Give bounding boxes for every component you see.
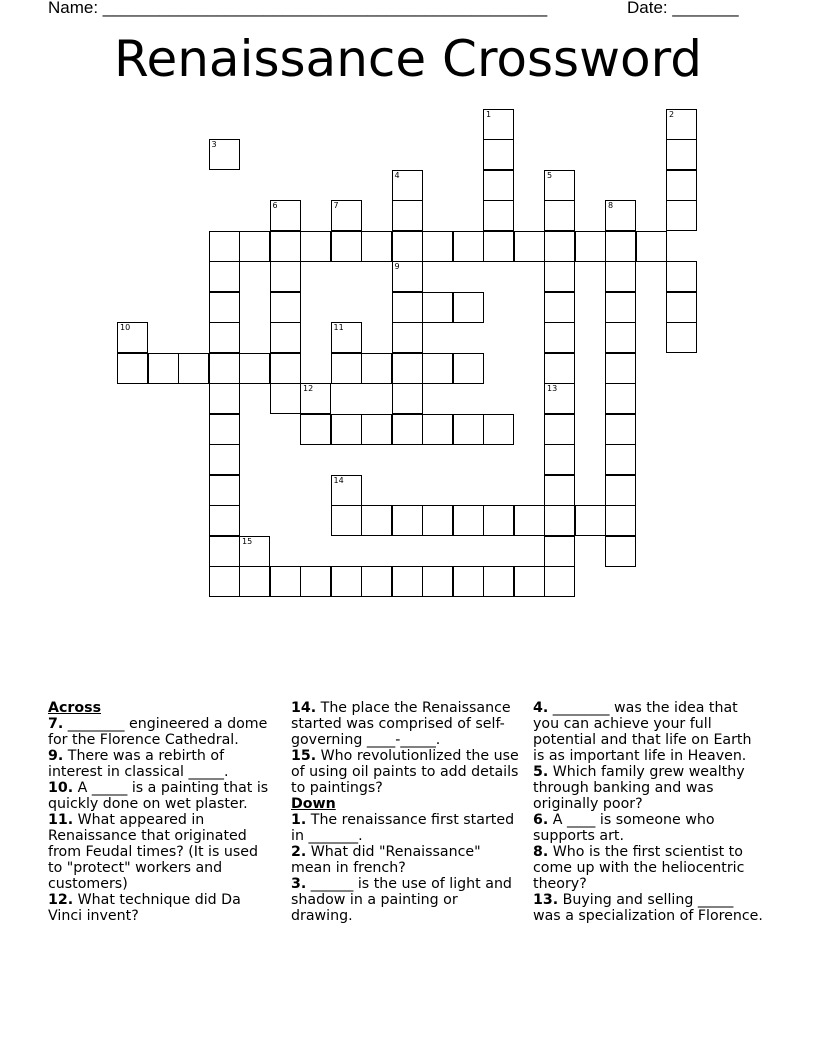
- grid-cell[interactable]: [331, 322, 362, 353]
- grid-cell[interactable]: [209, 383, 240, 414]
- clues-column-3: [533, 700, 765, 924]
- clue-number: 1.: [291, 812, 307, 828]
- grid-cell[interactable]: [209, 566, 240, 597]
- clue-number: 11: [333, 323, 344, 332]
- grid-cell[interactable]: [605, 200, 636, 231]
- name-field-label: Name: _______________________________________________: [48, 0, 548, 17]
- clue-text: ______ is the use of light and shadow in a painting or drawing.: [291, 876, 512, 924]
- grid-cell[interactable]: [331, 200, 362, 231]
- grid-cell[interactable]: [544, 353, 575, 384]
- grid-cell[interactable]: [666, 139, 697, 170]
- grid-cell[interactable]: [270, 231, 301, 262]
- grid-cell[interactable]: [666, 170, 697, 201]
- grid-cell[interactable]: [392, 200, 423, 231]
- clue-number: 3: [211, 140, 217, 149]
- grid-cell[interactable]: [605, 444, 636, 475]
- grid-cell[interactable]: [544, 200, 575, 231]
- clue-text: What appeared in Renaissance that originated from Feudal times? (It is used to "protect" workers and customers): [48, 812, 259, 892]
- grid-cell[interactable]: [209, 139, 240, 170]
- grid-cell[interactable]: [361, 414, 392, 445]
- grid-cell[interactable]: [392, 261, 423, 292]
- grid-cell[interactable]: [666, 292, 697, 323]
- clue-text: The place the Renaissance started was comprised of self-governing ____-_____.: [291, 700, 511, 748]
- clue-number: 4: [394, 170, 400, 180]
- grid-cell[interactable]: [209, 414, 240, 445]
- clue-number: 1: [486, 109, 492, 119]
- clue-number: 6.: [533, 812, 549, 828]
- clue-number: 14: [333, 475, 344, 485]
- grid-cell[interactable]: [605, 292, 636, 323]
- grid-cell[interactable]: [483, 139, 514, 170]
- grid-cell[interactable]: [422, 566, 453, 597]
- down-clue: [533, 812, 765, 844]
- grid-cell[interactable]: [270, 292, 301, 323]
- grid-cell[interactable]: [544, 505, 575, 536]
- clue-text: What technique did Da Vinci invent?: [48, 892, 241, 924]
- grid-cell[interactable]: [331, 414, 362, 445]
- grid-cell[interactable]: [209, 475, 240, 506]
- grid-cell[interactable]: [483, 414, 514, 445]
- across-clue: [48, 780, 276, 812]
- clue-number: 7.: [48, 716, 64, 732]
- grid-cell[interactable]: [544, 170, 575, 201]
- grid-cell[interactable]: [392, 322, 423, 353]
- grid-cell[interactable]: [117, 353, 148, 384]
- grid-cell[interactable]: [270, 383, 301, 414]
- grid-cell[interactable]: [300, 414, 331, 445]
- clue-text: ________ was the idea that you can achieve your full potential and that life on Earth is as important life in Heaven.: [533, 700, 752, 764]
- grid-cell[interactable]: [361, 566, 392, 597]
- grid-cell[interactable]: [575, 505, 606, 536]
- grid-cell[interactable]: [453, 566, 484, 597]
- down-heading: Down: [291, 796, 336, 812]
- grid-cell[interactable]: [666, 200, 697, 231]
- grid-cell[interactable]: [514, 231, 545, 262]
- down-clue: [291, 812, 519, 844]
- grid-cell[interactable]: [453, 353, 484, 384]
- clue-text: Which family grew wealthy through banking and was originally poor?: [533, 764, 745, 812]
- across-clue-list-continued: [291, 700, 519, 796]
- grid-cell[interactable]: [392, 353, 423, 384]
- grid-cell[interactable]: [270, 200, 301, 231]
- clue-number: 9.: [48, 748, 64, 764]
- grid-cell[interactable]: [605, 322, 636, 353]
- grid-cell[interactable]: [544, 292, 575, 323]
- grid-cell[interactable]: [605, 261, 636, 292]
- clue-text: The renaissance first started in _______.: [291, 812, 515, 844]
- grid-cell[interactable]: [392, 231, 423, 262]
- clue-number: 10.: [48, 780, 74, 796]
- grid-cell[interactable]: [300, 566, 331, 597]
- grid-cell[interactable]: [331, 475, 362, 506]
- grid-cell[interactable]: [239, 231, 270, 262]
- grid-cell[interactable]: [361, 231, 392, 262]
- down-clue-list: [291, 812, 519, 924]
- down-clue: [533, 700, 765, 764]
- clue-text: A ____ is someone who supports art.: [533, 812, 715, 844]
- clue-text: Who is the first scientist to come up with the heliocentric theory?: [533, 844, 745, 892]
- grid-cell[interactable]: [392, 414, 423, 445]
- clue-number: 10: [120, 323, 131, 332]
- grid-cell[interactable]: [422, 231, 453, 262]
- down-clue: [291, 876, 519, 924]
- grid-cell[interactable]: [483, 505, 514, 536]
- grid-cell[interactable]: [544, 231, 575, 262]
- clue-number: 9: [394, 262, 400, 271]
- grid-cell[interactable]: [422, 505, 453, 536]
- grid-cell[interactable]: [148, 353, 179, 384]
- grid-cell[interactable]: [209, 505, 240, 536]
- clue-text: What did "Renaissance" mean in french?: [291, 844, 481, 876]
- grid-cell[interactable]: [331, 505, 362, 536]
- grid-cell[interactable]: [483, 566, 514, 597]
- clue-number: 13.: [533, 892, 559, 908]
- clue-number: 5: [547, 170, 553, 180]
- grid-cell[interactable]: [270, 322, 301, 353]
- clue-number: 11.: [48, 812, 74, 828]
- down-clue: [291, 844, 519, 876]
- clue-text: A _____ is a painting that is quickly done on wet plaster.: [48, 780, 269, 812]
- grid-cell[interactable]: [514, 566, 545, 597]
- across-heading: Across: [48, 700, 102, 716]
- clue-text: Who revolutionlized the use of using oil paints to add details to paintings?: [291, 748, 519, 796]
- clue-number: 3.: [291, 876, 307, 892]
- grid-cell[interactable]: [178, 353, 209, 384]
- grid-cell[interactable]: [331, 231, 362, 262]
- clue-number: 14.: [291, 700, 317, 716]
- clue-number: 8.: [533, 844, 549, 860]
- grid-cell[interactable]: [331, 566, 362, 597]
- grid-cell[interactable]: [483, 170, 514, 201]
- grid-cell[interactable]: [331, 353, 362, 384]
- grid-cell[interactable]: [209, 261, 240, 292]
- grid-cell[interactable]: [209, 536, 240, 567]
- across-clue: [48, 892, 276, 924]
- clue-number: 7: [333, 201, 339, 210]
- clue-text: Buying and selling _____ was a specialization of Florence.: [533, 892, 763, 924]
- grid-cell[interactable]: [422, 292, 453, 323]
- grid-cell[interactable]: [605, 536, 636, 567]
- grid-cell[interactable]: [483, 231, 514, 262]
- clues-column-2: [291, 700, 519, 924]
- grid-cell[interactable]: [209, 231, 240, 262]
- clue-number: 13: [547, 384, 558, 393]
- down-clue: [533, 844, 765, 892]
- grid-cell[interactable]: [575, 231, 606, 262]
- grid-cell[interactable]: [544, 536, 575, 567]
- grid-cell[interactable]: [666, 261, 697, 292]
- grid-cell[interactable]: [117, 322, 148, 353]
- grid-cell[interactable]: [209, 444, 240, 475]
- clue-number: 4.: [533, 700, 549, 716]
- grid-cell[interactable]: [392, 170, 423, 201]
- grid-cell[interactable]: [239, 566, 270, 597]
- grid-cell[interactable]: [544, 261, 575, 292]
- grid-cell[interactable]: [605, 383, 636, 414]
- grid-cell[interactable]: [666, 109, 697, 140]
- grid-cell[interactable]: [544, 383, 575, 414]
- grid-cell[interactable]: [422, 353, 453, 384]
- across-clue-list: [48, 716, 276, 924]
- across-clue: [291, 748, 519, 796]
- across-clue: [48, 748, 276, 780]
- clue-number: 8: [608, 201, 614, 210]
- grid-cell[interactable]: [300, 231, 331, 262]
- grid-cell[interactable]: [544, 566, 575, 597]
- grid-cell[interactable]: [453, 292, 484, 323]
- grid-cell[interactable]: [544, 475, 575, 506]
- grid-cell[interactable]: [453, 231, 484, 262]
- grid-cell[interactable]: [453, 505, 484, 536]
- grid-cell[interactable]: [514, 505, 545, 536]
- clue-number: 5.: [533, 764, 549, 780]
- grid-cell[interactable]: [270, 566, 301, 597]
- down-clue: [533, 892, 765, 924]
- grid-cell[interactable]: [392, 566, 423, 597]
- clue-number: 12: [303, 384, 314, 393]
- across-clue: [291, 700, 519, 748]
- grid-cell[interactable]: [636, 231, 667, 262]
- date-field-label: Date: _______: [627, 0, 739, 17]
- grid-cell[interactable]: [483, 109, 514, 140]
- grid-cell[interactable]: [605, 505, 636, 536]
- clue-number: 15: [242, 536, 253, 546]
- grid-cell[interactable]: [392, 505, 423, 536]
- across-clue: [48, 812, 276, 892]
- clue-number: 6: [272, 201, 278, 210]
- grid-cell[interactable]: [270, 261, 301, 292]
- clues-column-1: [48, 700, 276, 924]
- grid-cell[interactable]: [605, 475, 636, 506]
- grid-cell[interactable]: [422, 414, 453, 445]
- grid-cell[interactable]: [453, 414, 484, 445]
- across-clue: [48, 716, 276, 748]
- grid-cell[interactable]: [361, 505, 392, 536]
- grid-cell[interactable]: [361, 353, 392, 384]
- grid-cell[interactable]: [300, 383, 331, 414]
- clue-text: There was a rebirth of interest in classical _____.: [48, 748, 229, 780]
- clue-number: 12.: [48, 892, 74, 908]
- page-title: Renaissance Crossword: [113, 30, 702, 88]
- clue-number: 2: [669, 109, 675, 119]
- grid-cell[interactable]: [209, 292, 240, 323]
- down-clue-list-continued: [533, 700, 765, 924]
- grid-cell[interactable]: [544, 444, 575, 475]
- clue-number: 15.: [291, 748, 317, 764]
- grid-cell[interactable]: [209, 322, 240, 353]
- grid-cell[interactable]: [270, 353, 301, 384]
- grid-cell[interactable]: [392, 383, 423, 414]
- grid-cell[interactable]: [209, 353, 240, 384]
- grid-cell[interactable]: [605, 353, 636, 384]
- grid-cell[interactable]: [544, 414, 575, 445]
- grid-cell[interactable]: [605, 231, 636, 262]
- grid-cell[interactable]: [239, 536, 270, 567]
- clue-number: 2.: [291, 844, 307, 860]
- grid-cell[interactable]: [605, 414, 636, 445]
- grid-cell[interactable]: [483, 200, 514, 231]
- grid-cell[interactable]: [239, 353, 270, 384]
- grid-cell[interactable]: [392, 292, 423, 323]
- down-clue: [533, 764, 765, 812]
- clue-text: ________ engineered a dome for the Florence Cathedral.: [48, 716, 268, 748]
- grid-cell[interactable]: [666, 322, 697, 353]
- grid-cell[interactable]: [544, 322, 575, 353]
